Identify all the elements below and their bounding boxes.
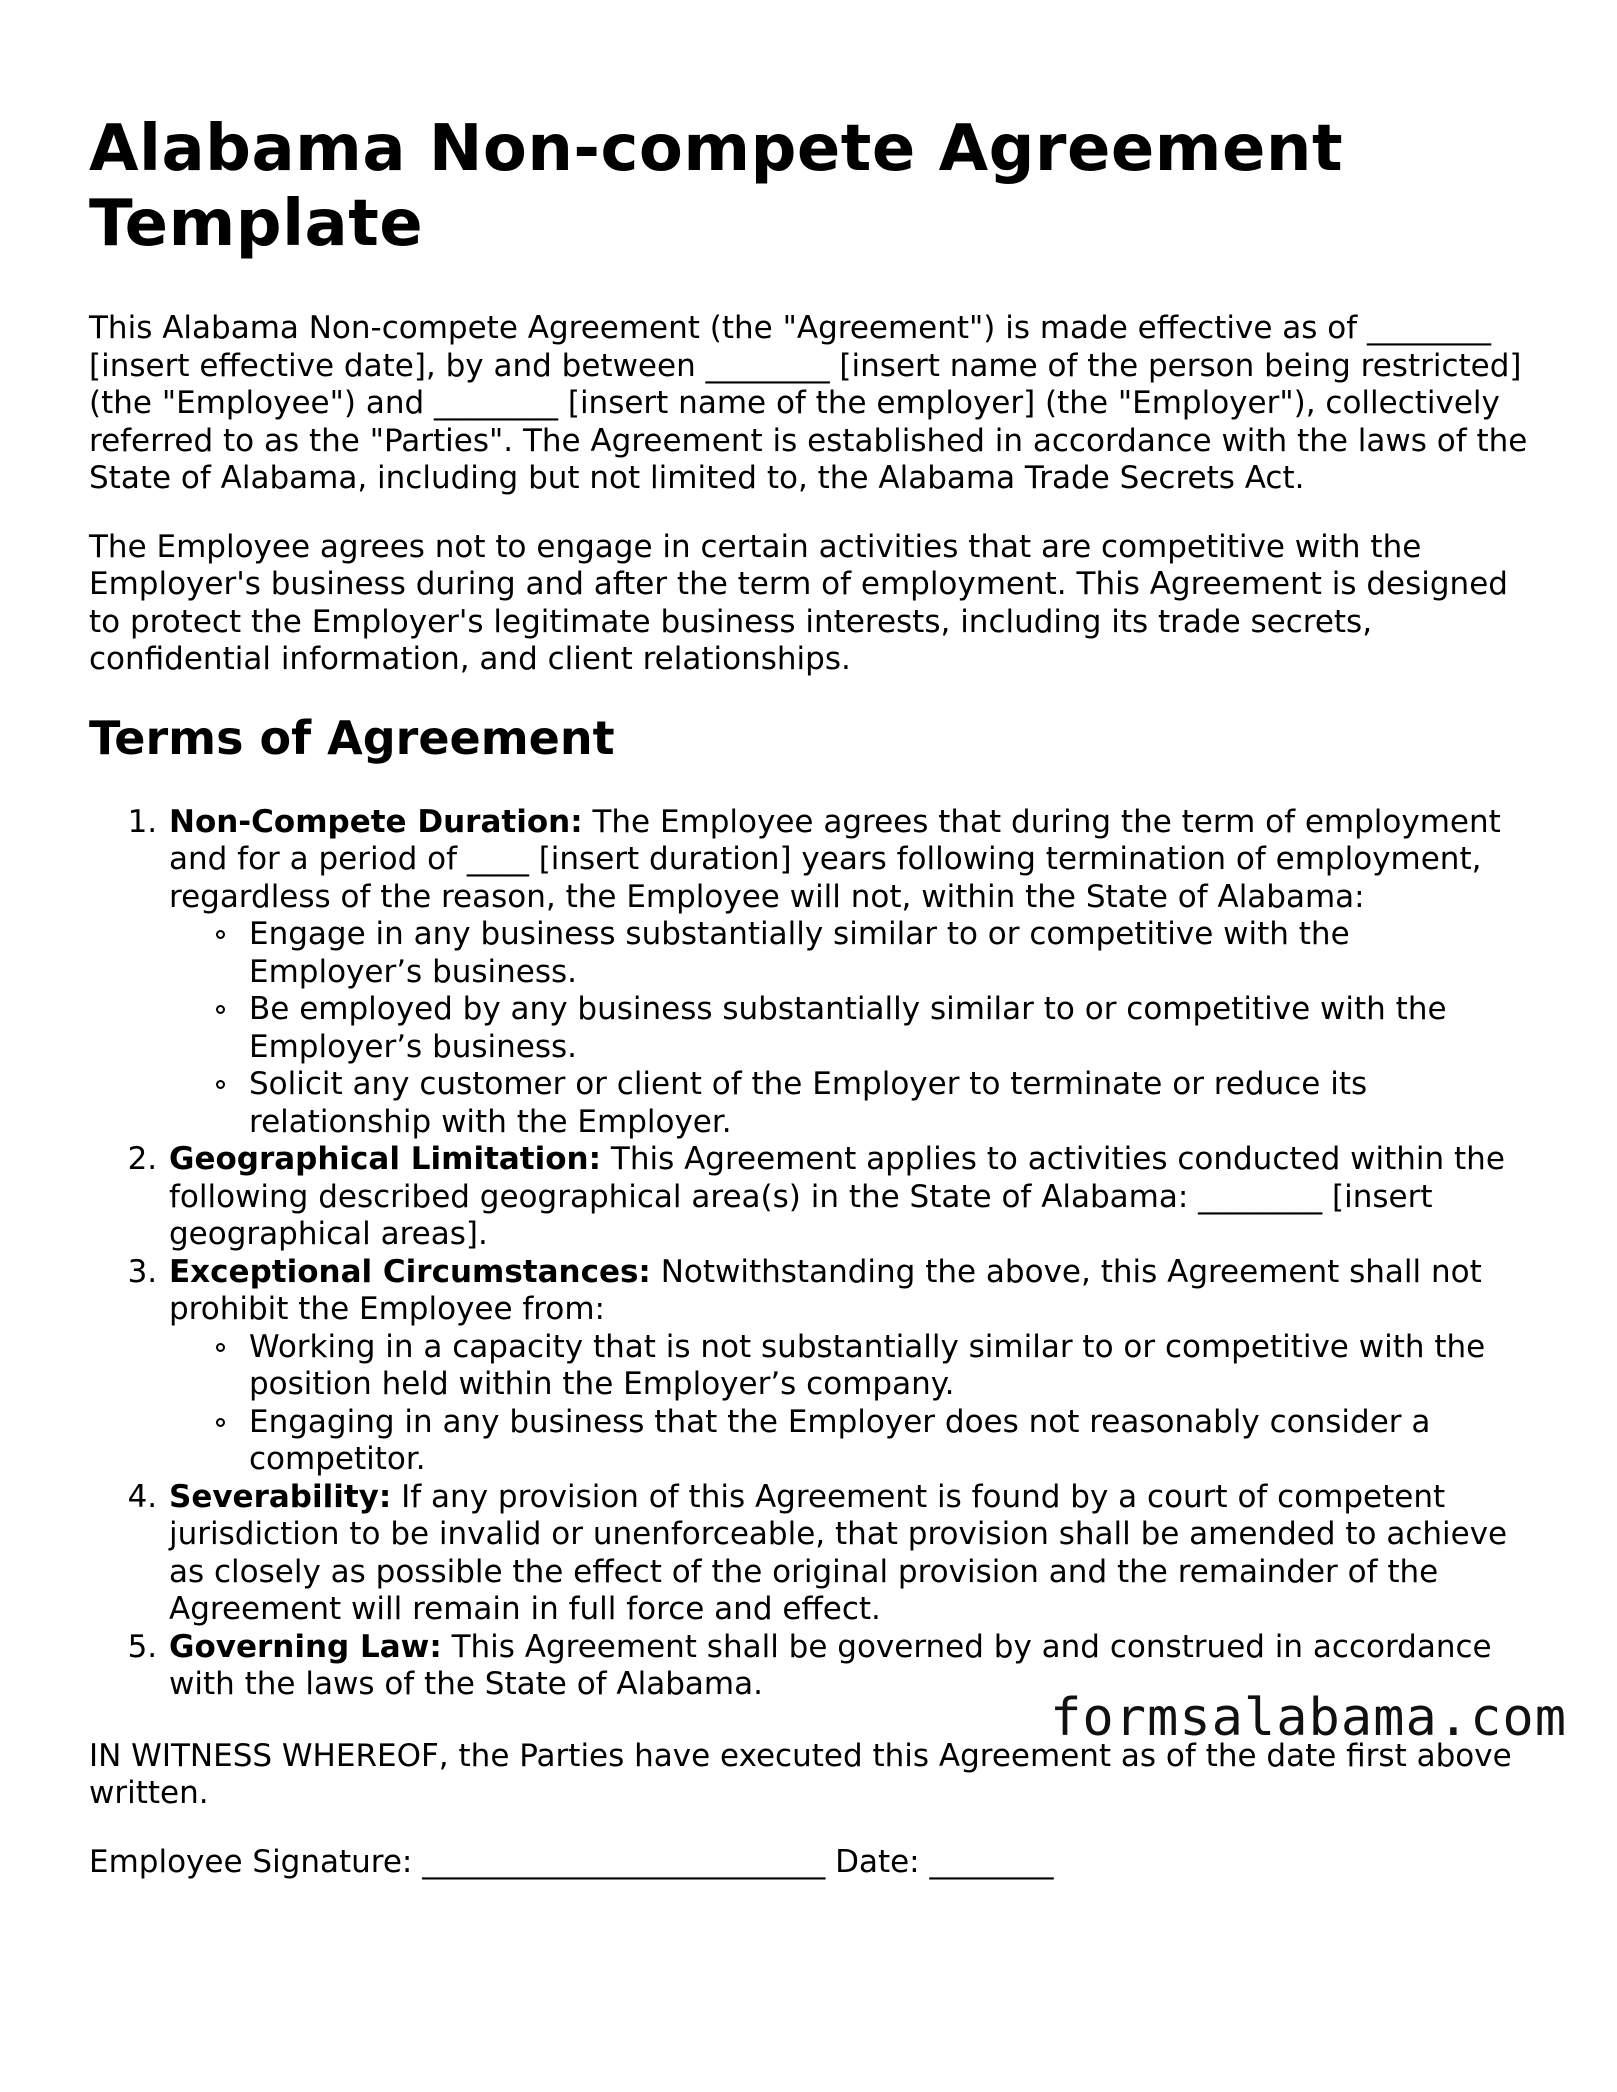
term-subitems xyxy=(169,916,1529,1141)
list-item: Solicit any customer or client of the Employer to terminate or reduce its relationship with the Employer. xyxy=(249,1066,1529,1141)
term-text: This Agreement shall be governed by and construed in accordance with the laws of the State of Alabama. xyxy=(169,1628,1492,1702)
list-item: Be employed by any business substantially similar to or competitive with the Employer’s business. xyxy=(249,991,1529,1066)
term-text: Notwithstanding the above, this Agreement shall not prohibit the Employee from: xyxy=(169,1253,1482,1327)
list-item: Working in a capacity that is not substantially similar to or competitive with the position held within the Employer’s company. xyxy=(249,1329,1529,1404)
term-text: If any provision of this Agreement is found by a court of competent jurisdiction to be invalid or unenforceable, that provision shall be amended to achieve as closely as possible the effect of the original provision and the remainder of the Agreement will remain in full force and effect. xyxy=(169,1478,1508,1627)
term-subitems xyxy=(169,1329,1529,1479)
term-label: Geographical Limitation: xyxy=(169,1141,602,1177)
term-non-compete-duration xyxy=(167,804,1529,1142)
terms-list xyxy=(89,804,1529,1704)
term-label: Exceptional Circumstances: xyxy=(169,1253,651,1290)
term-label: Severability: xyxy=(169,1478,392,1515)
document-page xyxy=(89,112,1529,1881)
term-text: This Agreement applies to activities conducted within the following described geographical area(s) in the State of Alabama: ________ [insert geographical areas]. xyxy=(169,1141,1505,1252)
term-severability xyxy=(167,1479,1529,1629)
list-item: Engaging in any business that the Employer does not reasonably consider a competitor. xyxy=(249,1404,1529,1479)
intro-paragraph-1: This Alabama Non-compete Agreement (the "Agreement") is made effective as of ________ [insert effective date], by and between ________ [insert name of the person being restricted] (the "Employee") and ________ [insert name of the employer] (the "Employer"), collectively referred to as the "Parties". The Agreement is established in accordance with the laws of the State of Alabama, including but not limited to, the Alabama Trade Secrets Act. xyxy=(89,310,1528,496)
intro-paragraph-2: The Employee agrees not to engage in certain activities that are competitive with the Employer's business during and after the term of employment. This Agreement is designed to protect the Employer's legitimate business interests, including its trade secrets, confidential information, and client relationships. xyxy=(89,528,1508,677)
term-geographical-limitation xyxy=(167,1141,1529,1254)
watermark: formsalabama.com xyxy=(1050,1688,1567,1748)
term-label: Governing Law: xyxy=(169,1628,442,1665)
document-title: Alabama Non-compete Agreement Template xyxy=(89,112,1344,261)
term-exceptional-circumstances xyxy=(167,1254,1529,1479)
term-text: The Employee agrees that during the term of employment and for a period of ____ [insert duration] years following termination of employment, regardless of the reason, the Employee will not, within the State of Alabama: xyxy=(169,803,1501,915)
witness-paragraph: IN WITNESS WHEREOF, the Parties have executed this Agreement as of the date first above written. xyxy=(89,1737,1512,1811)
terms-heading: Terms of Agreement xyxy=(89,710,615,765)
list-item: Engage in any business substantially similar to or competitive with the Employer’s business. xyxy=(249,916,1529,991)
signature-line: Employee Signature: __________________________ Date: ________ xyxy=(89,1843,1054,1880)
term-label: Non-Compete Duration: xyxy=(169,803,583,840)
